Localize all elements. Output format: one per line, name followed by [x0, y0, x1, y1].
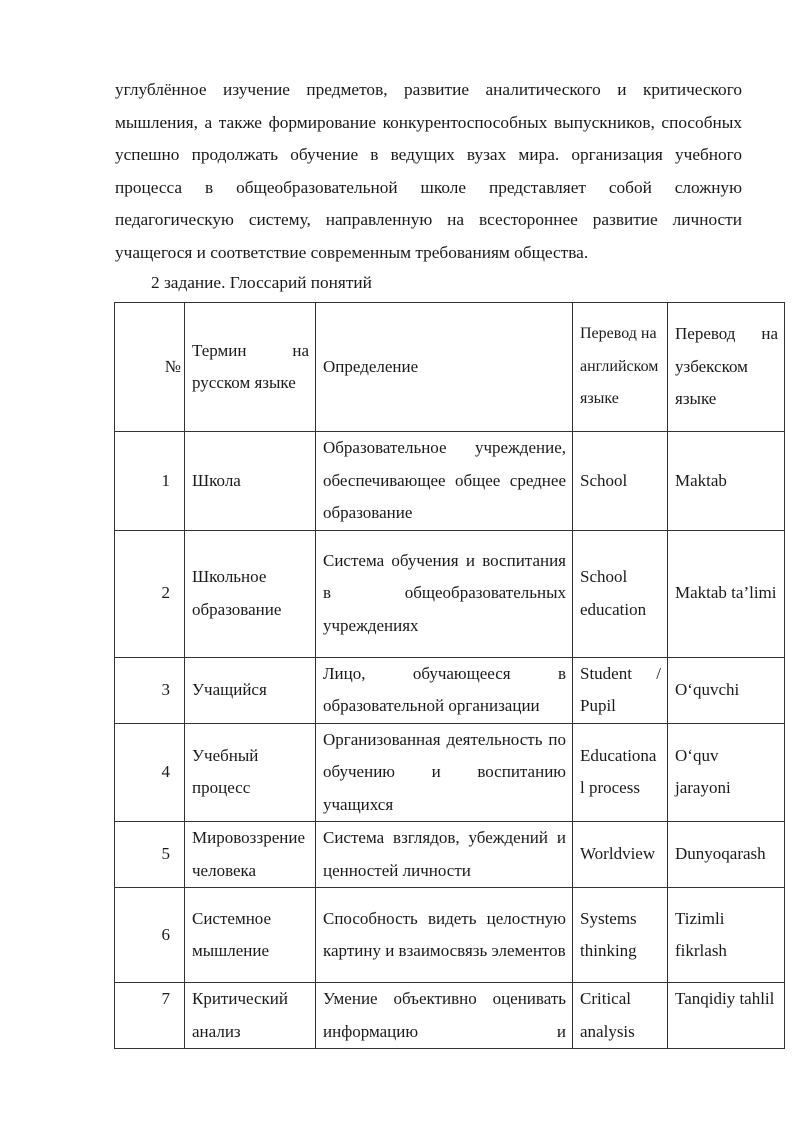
cell-translation-en: Systems thinking [573, 888, 668, 983]
cell-term-ru: Учащийся [185, 657, 316, 723]
cell-term-ru: Учебный процесс [185, 723, 316, 822]
cell-translation-uz: Tizimli fikrlash [668, 888, 785, 983]
table-row [115, 530, 785, 657]
cell-definition: Образовательное учреждение, обеспечивающее общее среднее образование [316, 432, 573, 531]
cell-term-ru: Школьное образование [185, 530, 316, 657]
cell-translation-uz: Tanqidiy tahlil [668, 983, 785, 1049]
table-row [115, 822, 785, 888]
table-row [115, 657, 785, 723]
cell-translation-uz: O‘quv jarayoni [668, 723, 785, 822]
cell-definition: Система обучения и воспитания в общеобразовательных учреждениях [316, 530, 573, 657]
cell-num: 6 [115, 888, 185, 983]
cell-translation-uz: Dunyoqarash [668, 822, 785, 888]
cell-translation-uz: Maktab ta’limi [668, 530, 785, 657]
cell-num: 1 [115, 432, 185, 531]
header-num: № [115, 303, 185, 432]
cell-term-ru: Мировоззрение человека [185, 822, 316, 888]
cell-num: 7 [115, 983, 185, 1049]
cell-translation-uz: Maktab [668, 432, 785, 531]
cell-translation-en: Worldview [573, 822, 668, 888]
cell-num: 5 [115, 822, 185, 888]
cell-definition: Способность видеть целостную картину и взаимосвязь элементов [316, 888, 573, 983]
cell-num: 3 [115, 657, 185, 723]
cell-translation-en: Educational process [573, 723, 668, 822]
cell-num: 2 [115, 530, 185, 657]
table-row [115, 888, 785, 983]
table-header-row [115, 303, 785, 432]
table-row [115, 432, 785, 531]
table-row [115, 983, 785, 1049]
body-paragraph: углублённое изучение предметов, развитие аналитического и критического мышления, а также формирование конкурентоспособных выпускников, способных успешно продолжать обучение в ведущих вузах мира. организация учебного процесса в общеобразовательной школе представляет собой сложную педагогическую систему, направленную на всестороннее развитие личности учащегося и соответствие современным требованиям общества. [115, 80, 742, 262]
header-translation-en: Перевод на английском языке [573, 303, 668, 432]
cell-term-ru: Критический анализ [185, 983, 316, 1049]
cell-definition: Умение объективно оценивать информацию и [316, 983, 573, 1049]
cell-definition: Организованная деятельность по обучению и воспитанию учащихся [316, 723, 573, 822]
glossary-table [114, 302, 785, 1049]
cell-translation-en: Student / Pupil [573, 657, 668, 723]
cell-translation-en: School [573, 432, 668, 531]
table-row [115, 723, 785, 822]
cell-translation-uz: O‘quvchi [668, 657, 785, 723]
task-heading: 2 задание. Глоссарий понятий [151, 273, 372, 292]
header-definition: Определение [316, 303, 573, 432]
cell-definition: Система взглядов, убеждений и ценностей личности [316, 822, 573, 888]
cell-translation-en: Critical analysis [573, 983, 668, 1049]
header-translation-uz: Перевод на узбекском языке [668, 303, 785, 432]
cell-definition: Лицо, обучающееся в образовательной организации [316, 657, 573, 723]
cell-term-ru: Системное мышление [185, 888, 316, 983]
cell-translation-en: School education [573, 530, 668, 657]
cell-term-ru: Школа [185, 432, 316, 531]
header-term-ru: Термин на русском языке [185, 303, 316, 432]
cell-num: 4 [115, 723, 185, 822]
